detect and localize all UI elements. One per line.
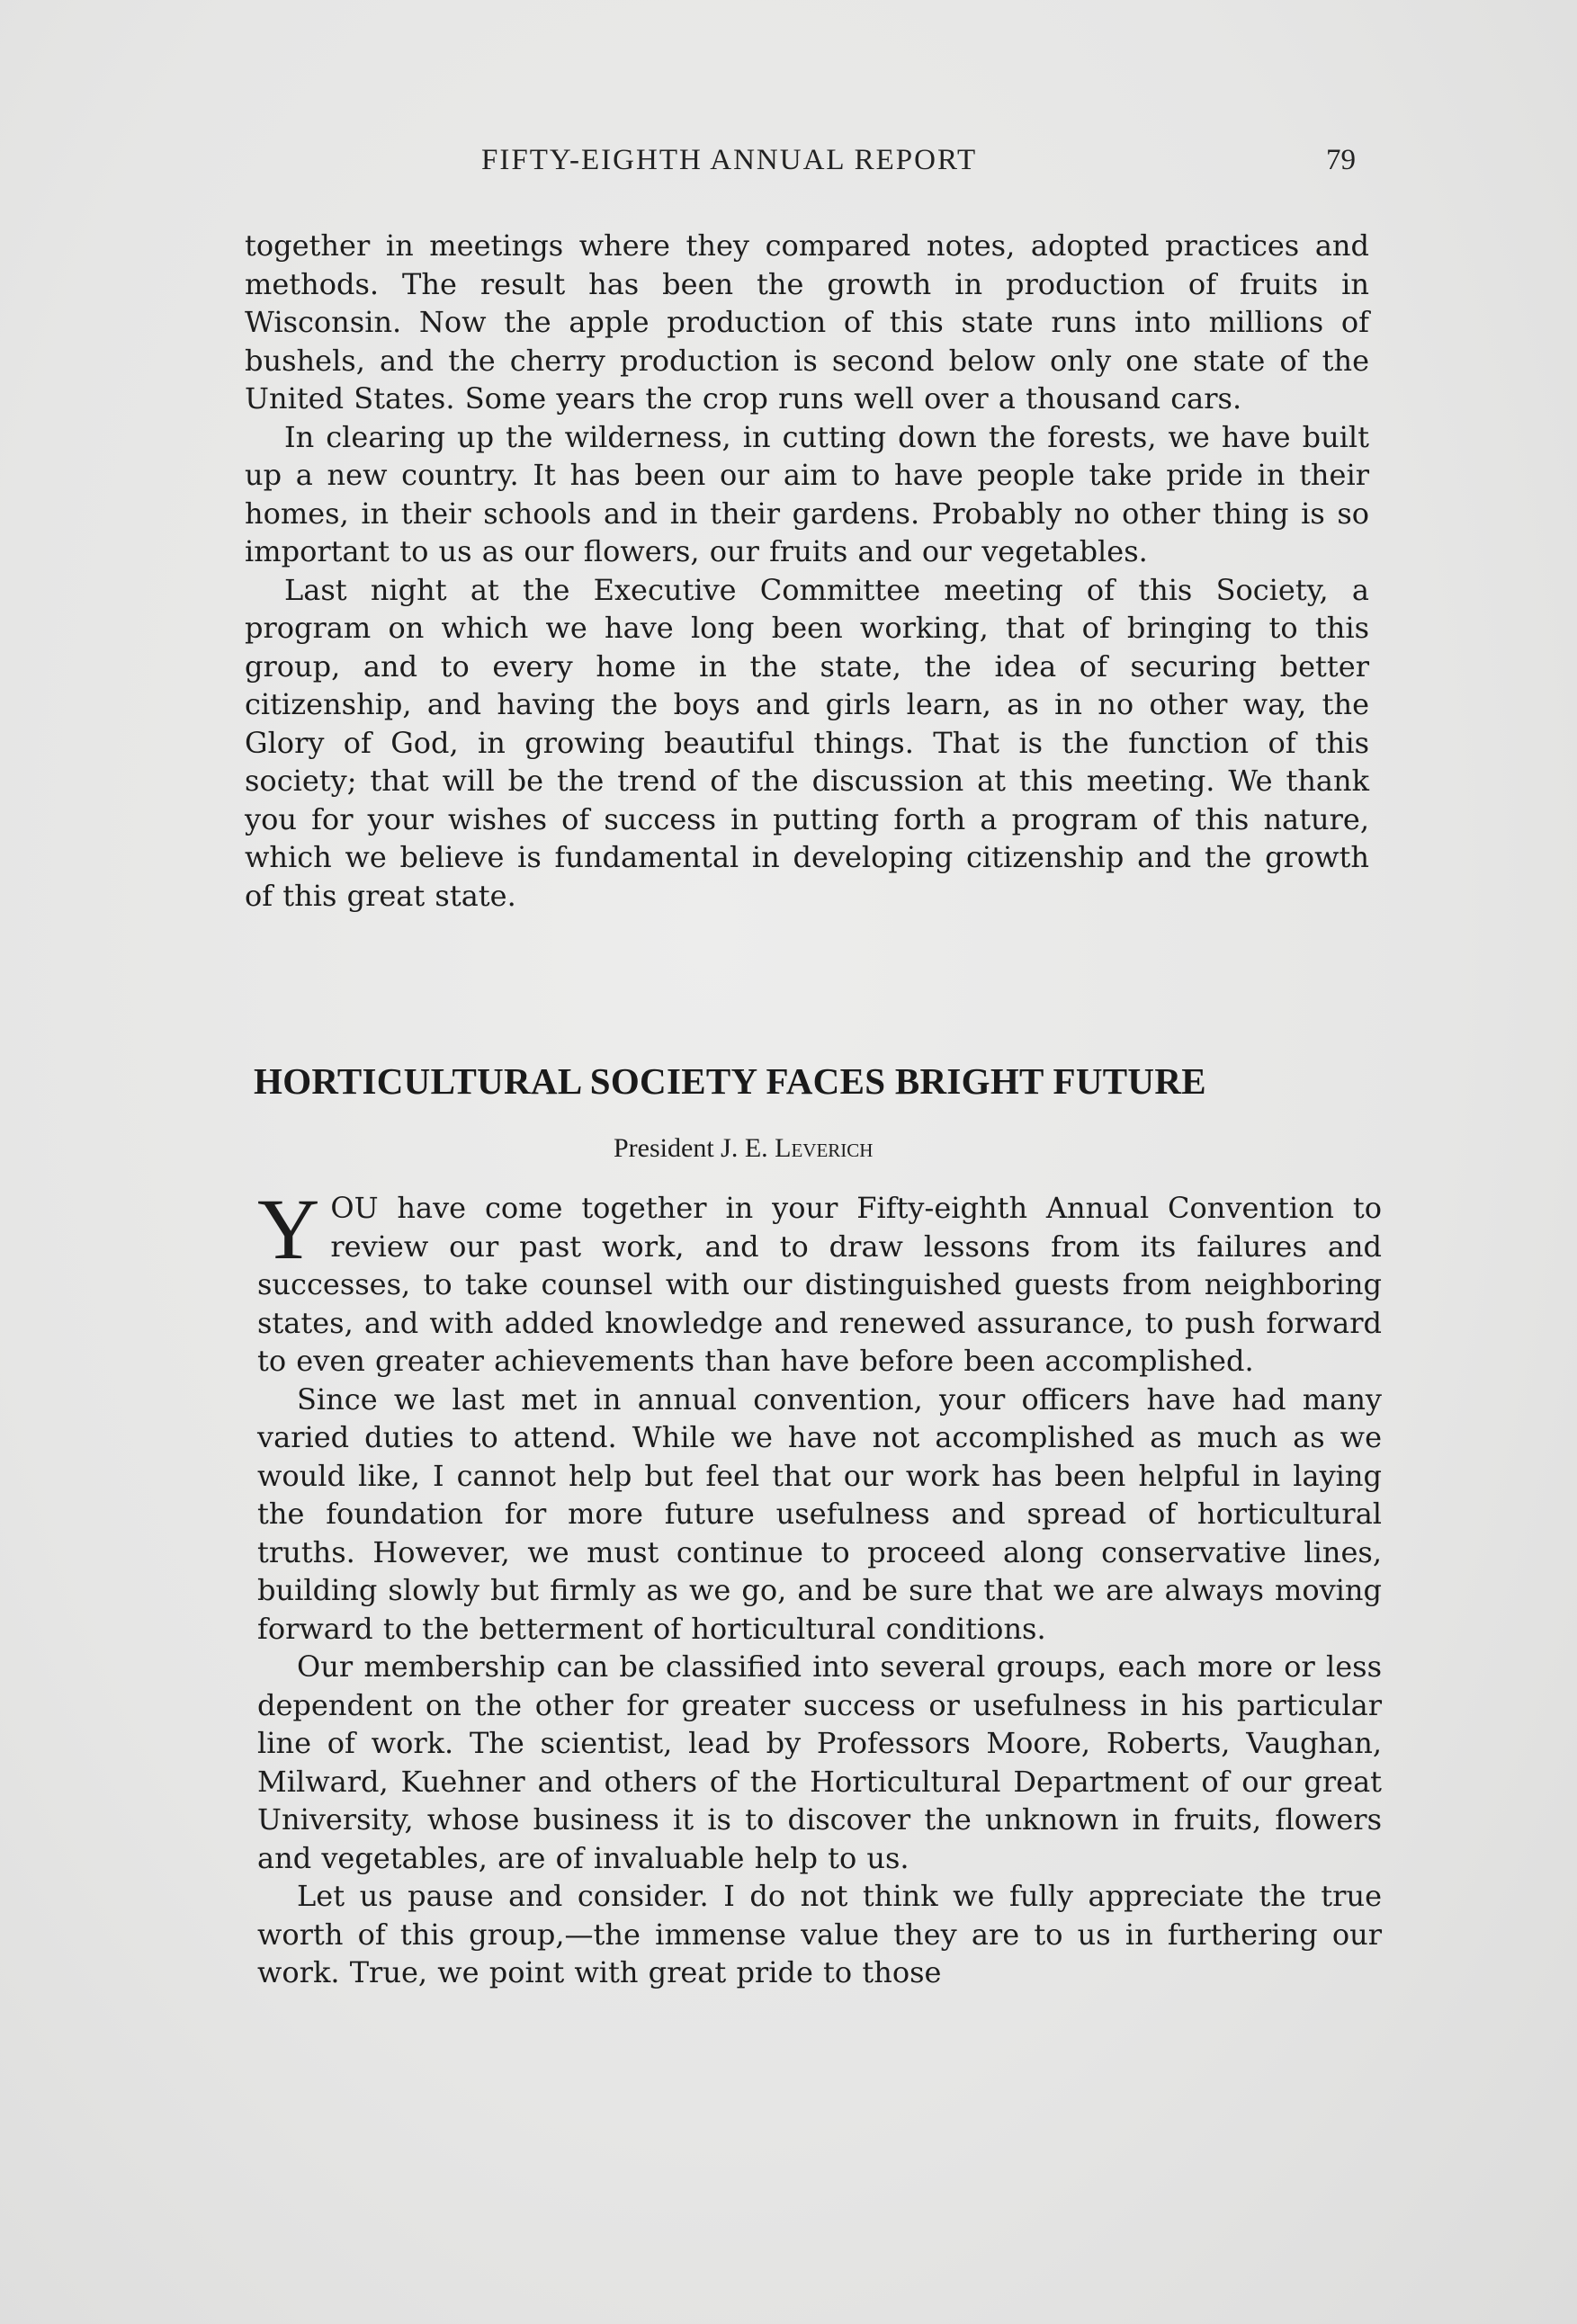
page-number: 79 [1326, 144, 1356, 176]
byline-name: Leverich [775, 1133, 874, 1163]
drop-cap: Y [257, 1181, 320, 1277]
opening-paragraph-text: OU have come together in your Fifty-eighth Annual Convention to review our past work, and to draw lessons from its failures and successes, to take counsel with our distinguished guests from neighboring states, and with added knowledge and renewed assurance, to push forward to even greater achievements than have before been accomplished. [257, 1191, 1382, 1378]
running-head: FIFTY-EIGHTH ANNUAL REPORT [481, 144, 978, 176]
body-paragraph: Last night at the Executive Committee meeting of this Society, a program on which we have long been working, that of bringing to this group, and to every home in the state, the idea of securing better citizenship, and having the boys and girls learn, as in no other way, the Glory of God, in growing beautiful things. That is the function of this society; that will be the trend of the discussion at this meeting. We thank you for your wishes of success in putting forth a program of this nature, which we believe is fundamental in developing citizenship and the growth of this great state. [245, 572, 1369, 913]
opening-paragraph [257, 1181, 1382, 1381]
body-paragraph: In clearing up the wilderness, in cutting down the forests, we have built up a new country. It has been our aim to have people take pride in their homes, in their schools and in their gardens. Probably no other thing is so important to us as our flowers, our fruits and our vegetables. [245, 419, 1369, 568]
article-body [257, 1181, 1382, 1992]
continued-text-block [245, 227, 1369, 915]
byline-prefix: President J. E. [614, 1133, 775, 1163]
body-paragraph: Let us pause and consider. I do not think we fully appreciate the true worth of this group,—the immense value they are to us in furthering our work. True, we point with great pride to those [257, 1879, 1382, 1989]
article-byline [614, 1133, 873, 1164]
body-paragraph: Our membership can be classified into several groups, each more or less dependent on the other for greater success or usefulness in his particular line of work. The scientist, lead by Professors Moore, Roberts, Vaughan, Milward, Kuehner and others of the Horticultural Department of our great University, whose business it is to discover the unknown in fruits, flowers and vegetables, are of invaluable help to us. [257, 1649, 1382, 1875]
article-title: HORTICULTURAL SOCIETY FACES BRIGHT FUTURE [254, 1060, 1206, 1102]
body-paragraph: together in meetings where they compared notes, adopted practices and methods. The result has been the growth in production of fruits in Wisconsin. Now the apple production of this state runs into millions of bushels, and the cherry production is second below only one state of the United States. Some years the crop runs well over a thousand cars. [245, 228, 1369, 416]
body-paragraph: Since we last met in annual convention, your officers have had many varied duties to attend. While we have not accomplished as much as we would like, I cannot help but feel that our work has been helpful in laying the foundation for more future usefulness and spread of horticultural truths. However, we must continue to proceed along conservative lines, building slowly but firmly as we go, and be sure that we are always moving forward to the betterment of horticultural conditions. [257, 1381, 1382, 1646]
